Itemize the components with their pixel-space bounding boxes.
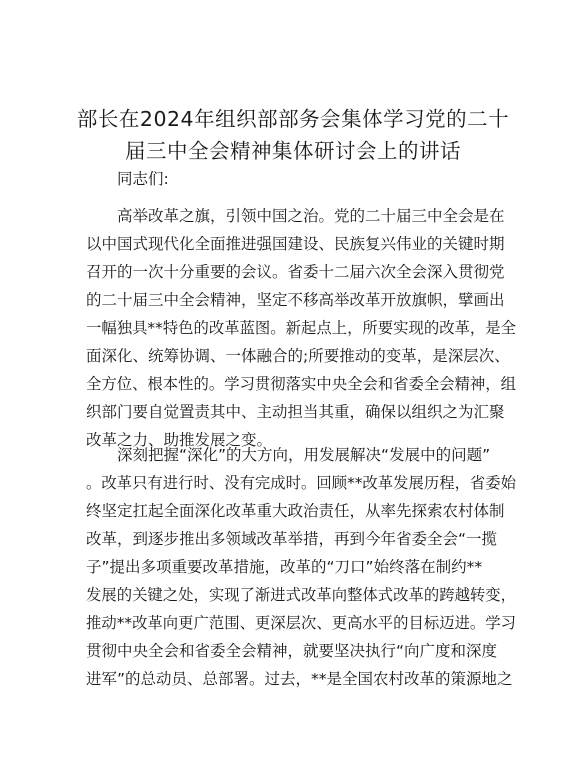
paragraph-1-line: 召开的一次十分重要的会议。省委十二届六次全会深入贯彻党	[86, 263, 505, 281]
paragraph-1-line: 以中国式现代化全面推进强国建设、民族复兴伟业的关键时期	[86, 235, 505, 253]
paragraph-1-line: 面深化、统筹协调、一体融合的;所要推动的变革，是深层次、	[86, 347, 510, 365]
paragraph-2-line: 进军”的总动员、总部署。过去，**是全国农村改革的策源地之	[86, 670, 513, 688]
salutation: 同志们:	[117, 170, 169, 188]
paragraph-2-line: 深刻把握“深化”的大方向，用发展解决“发展中的问题”	[117, 446, 491, 464]
paragraph-2	[86, 441, 516, 693]
paragraph-2-line: 推动**改革向更广范围、更深层次、更高水平的目标迈进。学习	[86, 614, 517, 632]
paragraph-1-line: 一幅独具**特色的改革蓝图。新起点上，所要实现的改革，是全	[86, 319, 517, 337]
paragraph-1	[86, 202, 516, 454]
paragraph-1-line: 织部门要自觉置责其中、主动担当其重，确保以组织之为汇聚	[86, 403, 505, 421]
paragraph-2-line: 子”提出多项重要改革措施，改革的“刀口”始终落在制约**	[86, 558, 483, 576]
paragraph-1-line: 全方位、根本性的。学习贯彻落实中央全会和省委全会精神，组	[86, 375, 517, 393]
document-title-line-2: 届三中全会精神集体研讨会上的讲话	[125, 139, 461, 163]
paragraph-1-line: 高举改革之旗，引领中国之治。党的二十届三中全会是在	[117, 207, 505, 225]
paragraph-1-line: 改革之力、助推发展之变。	[86, 431, 273, 449]
paragraph-2-line: 发展的关键之处，实现了渐进式改革向整体式改革的跨越转变，	[86, 586, 517, 604]
paragraph-1-line: 的二十届三中全会精神，坚定不移高举改革开放旗帜，擘画出	[86, 291, 505, 309]
paragraph-2-line: 终坚定扛起全面深化改革重大政治责任，从率先探索农村体制	[86, 502, 505, 520]
document-title-line-1: 部长在2024年组织部部务会集体学习党的二十	[76, 107, 510, 131]
paragraph-2-line: 改革，到逐步推出多领域改革举措，再到今年省委全会“一揽	[86, 530, 498, 548]
paragraph-2-line: 。改革只有进行时、没有完成时。回顾**改革发展历程，省委始	[86, 474, 517, 492]
paragraph-2-line: 贯彻中央全会和省委全会精神，就要坚决执行“向广度和深度	[86, 642, 498, 660]
